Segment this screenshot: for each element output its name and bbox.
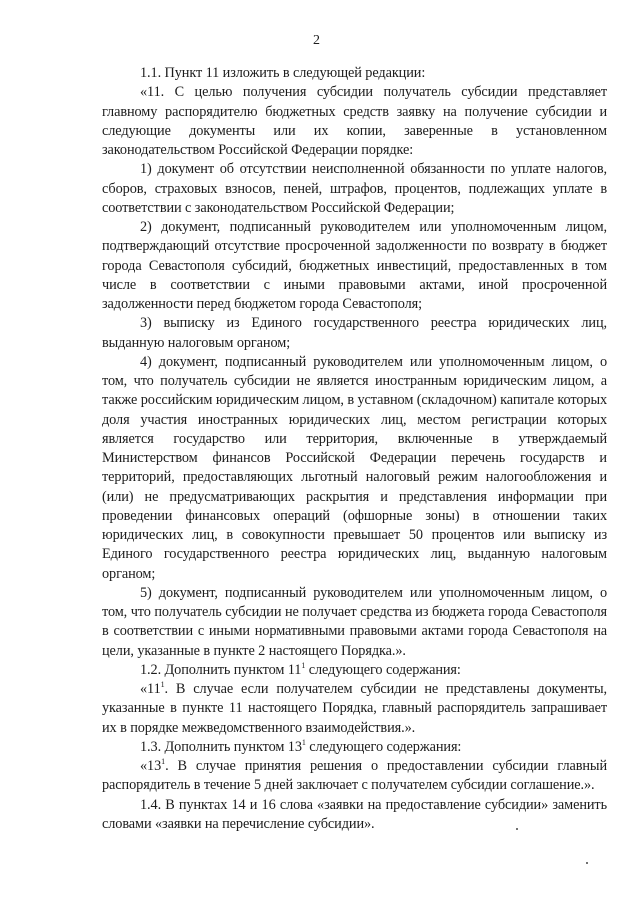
scan-speck — [586, 862, 588, 864]
paragraph-item-13-1-text-a: «13 — [140, 758, 162, 774]
paragraph-1-4: 1.4. В пунктах 14 и 16 слова «заявки на предоставление субсидии» заменить словами «заявки на перечисление субсидии». — [102, 796, 607, 832]
scan-speck — [516, 828, 518, 830]
page-number: 2 — [313, 33, 320, 48]
paragraph-item-11: «11. С целью получения субсидии получатель субсидии представляет главному распорядителю бюджетных средств заявку на получение субсидии и следующие документы или их копии, заверенные в установленном законодательством Российской Федерации порядке: — [102, 84, 607, 158]
paragraph-item-11-1 — [102, 680, 607, 738]
paragraph-1-3-text-b: следующего содержания: — [305, 738, 462, 755]
superscript: 1 — [301, 660, 306, 670]
list-item-3: 3) выписку из Единого государственного реестра юридических лиц, выданную налоговым органом; — [102, 315, 607, 351]
list-item-5: 5) документ, подписанный руководителем или уполномоченным лицом, о том, что получатель субсидии не получает средства из бюджета города Севастополя в соответствии с иными нормативными правовыми актами города Севастополя на цели, указанные в пункте 2 настоящего Порядка.». — [102, 584, 607, 659]
paragraph-1-2-text-b: следующего содержания: — [305, 661, 461, 678]
paragraph-1-1: 1.1. Пункт 11 изложить в следующей редакции: — [140, 65, 426, 81]
paragraph-item-11-1-text-a: «11 — [140, 681, 161, 697]
paragraph-1-3-text-a: 1.3. Дополнить пунктом 13 — [140, 738, 302, 755]
superscript: 1 — [301, 737, 306, 747]
paragraph-1-2 — [102, 661, 607, 680]
list-item-4: 4) документ, подписанный руководителем или уполномоченным лицом, о том, что получатель субсидии не является иностранным юридическим лицом, а также российским юридическим лицом, в уставном (складочном) капитале которых доля участия иностранных юридических лиц, местом регистрации которых является государство или территория, включенные в утверждаемый Министерством финансов Российской Федерации перечень государств и территорий, предоставляющих льготный налоговый режим налогообложения и (или) не предусматривающих раскрытия и представления информации при проведении финансовых операций (офшорные зоны) в отношении таких юридических лиц, в совокупности превышает 50 процентов или выписку из Единого государственного реестра юридических лиц, выданную налоговым органом; — [102, 353, 607, 582]
paragraph-item-13-1-text-b: . В случае принятия решения о предоставлении субсидии главный распорядитель в течение 5 дней заключает с получателем субсидии соглашение.». — [102, 758, 607, 794]
document-body — [102, 64, 607, 834]
superscript: 1 — [161, 757, 166, 766]
paragraph-item-11-1-text-b: . В случае если получателем субсидии не представлены документы, указанные в пункте 11 настоящего Порядка, главный распорядитель запрашивает их в порядке межведомственного взаимодействия.». — [102, 681, 607, 736]
list-item-2: 2) документ, подписанный руководителем или уполномоченным лицом, подтверждающий отсутствие просроченной задолженности по возврату в бюджет города Севастополя субсидий, бюджетных инвестиций, предоставленных в том числе в соответствии с иными правовыми актами, иной просроченной задолженности перед бюджетом города Севастополя; — [102, 219, 607, 312]
list-item-1: 1) документ об отсутствии неисполненной обязанности по уплате налогов, сборов, страховых взносов, пеней, штрафов, процентов, подлежащих уплате в соответствии с законодательством Российской Федерации; — [102, 161, 607, 216]
superscript: 1 — [160, 680, 165, 689]
paragraph-1-2-text-a: 1.2. Дополнить пунктом 11 — [140, 661, 302, 678]
paragraph-item-13-1 — [102, 757, 607, 796]
paragraph-1-3 — [102, 738, 607, 757]
